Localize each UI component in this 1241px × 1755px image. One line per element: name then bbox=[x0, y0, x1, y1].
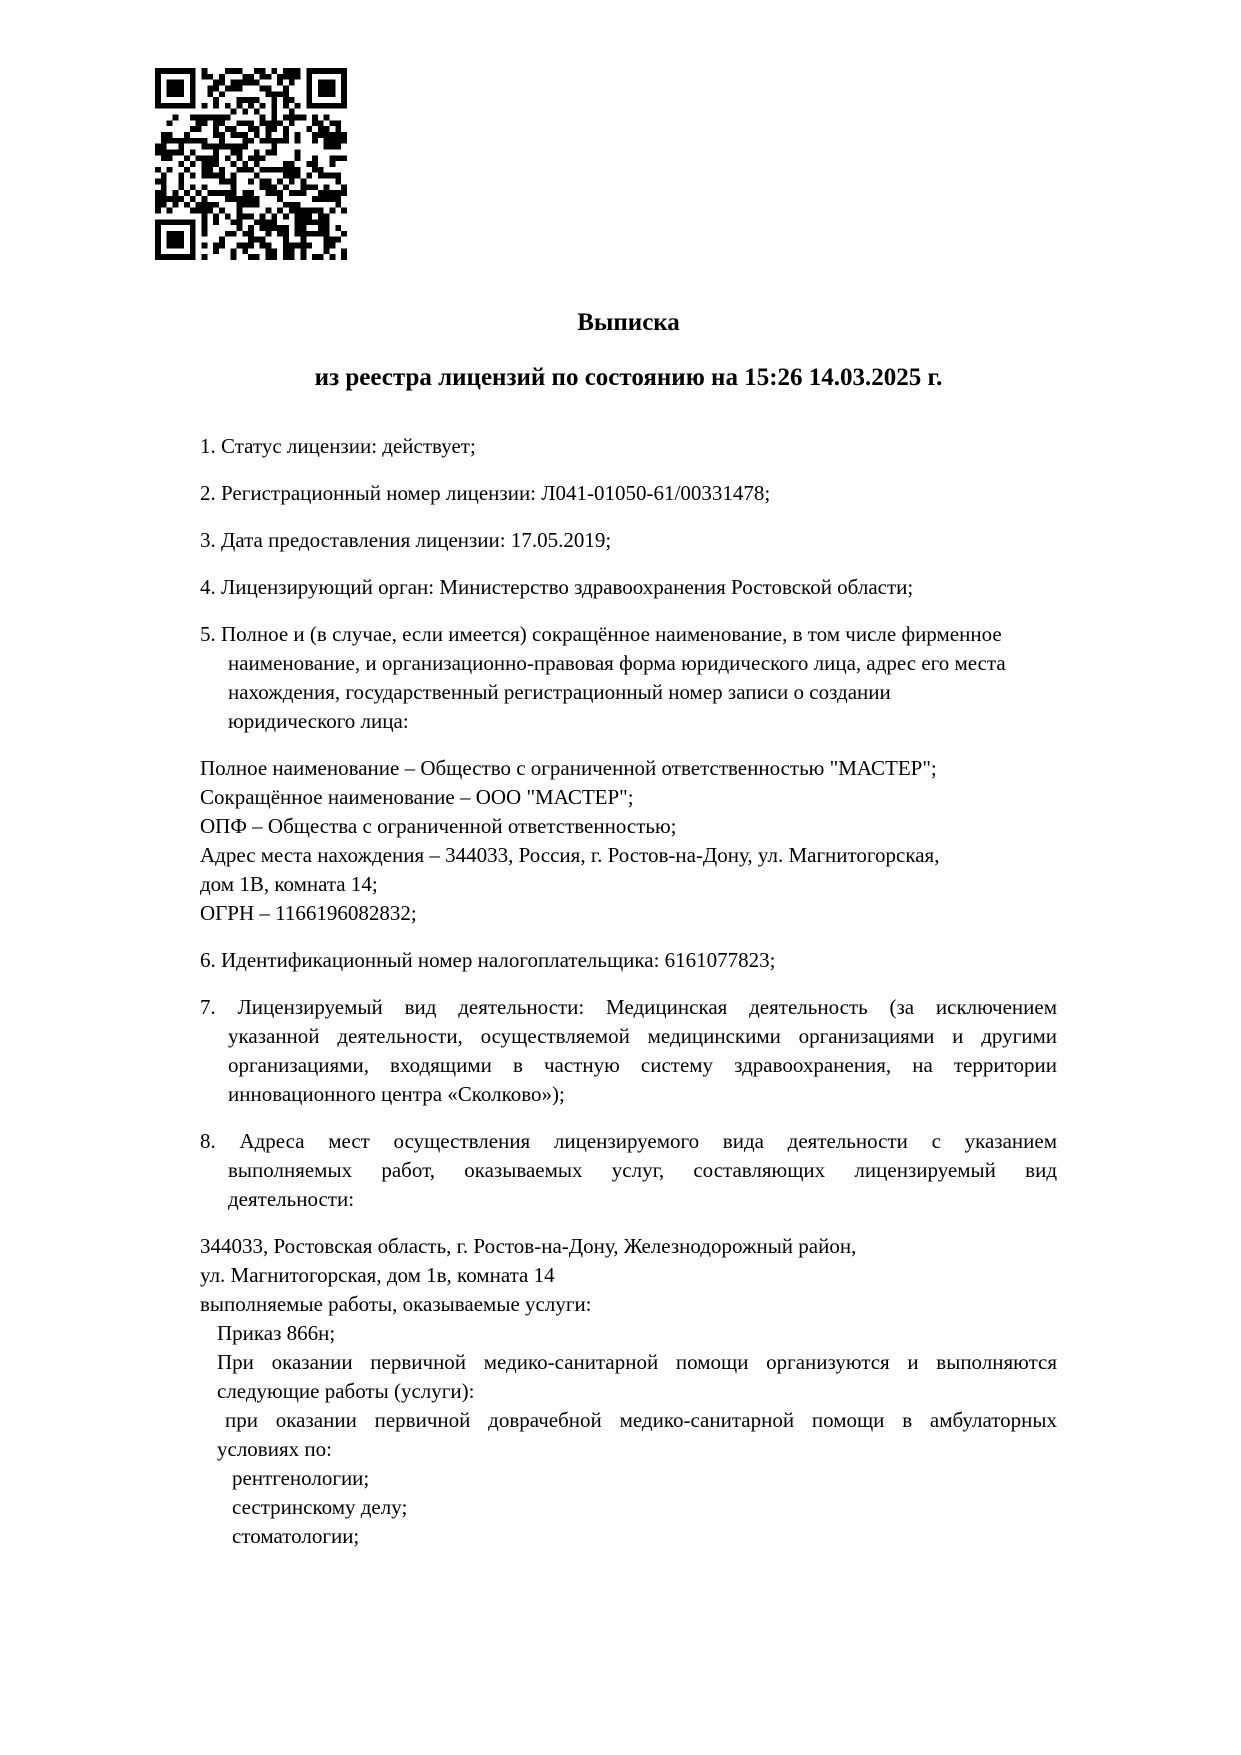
doc-line-full-name: Полное наименование – Общество с ограниченной ответственностью "МАСТЕР"; bbox=[200, 756, 937, 780]
doc-line: 3. Дата предоставления лицензии: 17.05.2019; bbox=[200, 528, 612, 552]
doc-line: При оказании первичной медико-санитарной помощи организуются и выполняются bbox=[217, 1350, 1057, 1374]
doc-line-order: Приказ 866н; bbox=[217, 1321, 336, 1345]
doc-line-service: стоматологии; bbox=[232, 1524, 360, 1548]
doc-line: юридического лица: bbox=[228, 709, 409, 733]
doc-line: 4. Лицензирующий орган: Министерство здравоохранения Ростовской области; bbox=[200, 575, 914, 599]
item-8-activity-addresses-heading bbox=[200, 1127, 1057, 1214]
activity-address-works-block bbox=[200, 1232, 1057, 1551]
doc-line: следующие работы (услуги): bbox=[217, 1379, 475, 1403]
item-1-license-status bbox=[200, 432, 1057, 461]
doc-line: выполняемые работы, оказываемые услуги: bbox=[200, 1292, 592, 1316]
doc-line: инновационного центра «Сколково»); bbox=[228, 1082, 565, 1106]
doc-line: условиях по: bbox=[217, 1437, 332, 1461]
item-6-taxpayer-number bbox=[200, 946, 1057, 975]
doc-line-address: дом 1В, комната 14; bbox=[200, 872, 378, 896]
qr-code-icon bbox=[155, 68, 347, 260]
doc-line-address: Адрес места нахождения – 344033, Россия, г. Ростов-на-Дону, ул. Магнитогорская, bbox=[200, 843, 940, 867]
doc-line-service: сестринскому делу; bbox=[232, 1495, 408, 1519]
doc-line: наименование, и организационно-правовая форма юридического лица, адрес его места bbox=[228, 651, 1006, 675]
doc-line-service: рентгенологии; bbox=[232, 1466, 370, 1490]
doc-line-short-name: Сокращённое наименование – ООО "МАСТЕР"; bbox=[200, 785, 634, 809]
doc-line: при оказании первичной доврачебной медико-санитарной помощи в амбулаторных bbox=[225, 1408, 1057, 1432]
page-subtitle: из реестра лицензий по состоянию на 15:26 14.03.2025 г. bbox=[314, 364, 943, 391]
doc-line-address: ул. Магнитогорская, дом 1в, комната 14 bbox=[200, 1263, 555, 1287]
organization-details-block bbox=[200, 754, 1057, 928]
item-4-licensing-authority bbox=[200, 573, 1057, 602]
doc-line: 5. Полное и (в случае, если имеется) сокращённое наименование, в том числе фирменное bbox=[200, 622, 1002, 646]
doc-line-address: 344033, Ростовская область, г. Ростов-на-Дону, Железнодорожный район, bbox=[200, 1234, 857, 1258]
doc-line: выполняемых работ, оказываемых услуг, составляющих лицензируемый вид bbox=[228, 1158, 1057, 1182]
page-title: Выписка bbox=[577, 309, 680, 336]
doc-line: указанной деятельности, осуществляемой медицинскими организациями и другими bbox=[228, 1024, 1057, 1048]
item-7-licensed-activity bbox=[200, 993, 1057, 1109]
item-5-full-name-heading bbox=[200, 620, 1057, 736]
doc-line: 1. Статус лицензии: действует; bbox=[200, 434, 476, 458]
doc-line: деятельности: bbox=[228, 1187, 355, 1211]
doc-line: организациями, входящими в частную систему здравоохранения, на территории bbox=[228, 1053, 1057, 1077]
doc-line: 2. Регистрационный номер лицензии: Л041-01050-61/00331478; bbox=[200, 481, 771, 505]
item-2-registration-number bbox=[200, 479, 1057, 508]
doc-line-opf: ОПФ – Общества с ограниченной ответственностью; bbox=[200, 814, 677, 838]
document-body bbox=[200, 432, 1057, 1551]
item-3-grant-date bbox=[200, 526, 1057, 555]
doc-line-ogrn: ОГРН – 1166196082832; bbox=[200, 901, 417, 925]
doc-line: 6. Идентификационный номер налогоплательщика: 6161077823; bbox=[200, 948, 776, 972]
doc-line: 7. Лицензируемый вид деятельности: Медицинская деятельность (за исключением bbox=[200, 995, 1057, 1019]
doc-line: 8. Адреса мест осуществления лицензируемого вида деятельности с указанием bbox=[200, 1129, 1057, 1153]
doc-line: нахождения, государственный регистрационный номер записи о создании bbox=[228, 680, 891, 704]
document-header bbox=[200, 306, 1057, 395]
